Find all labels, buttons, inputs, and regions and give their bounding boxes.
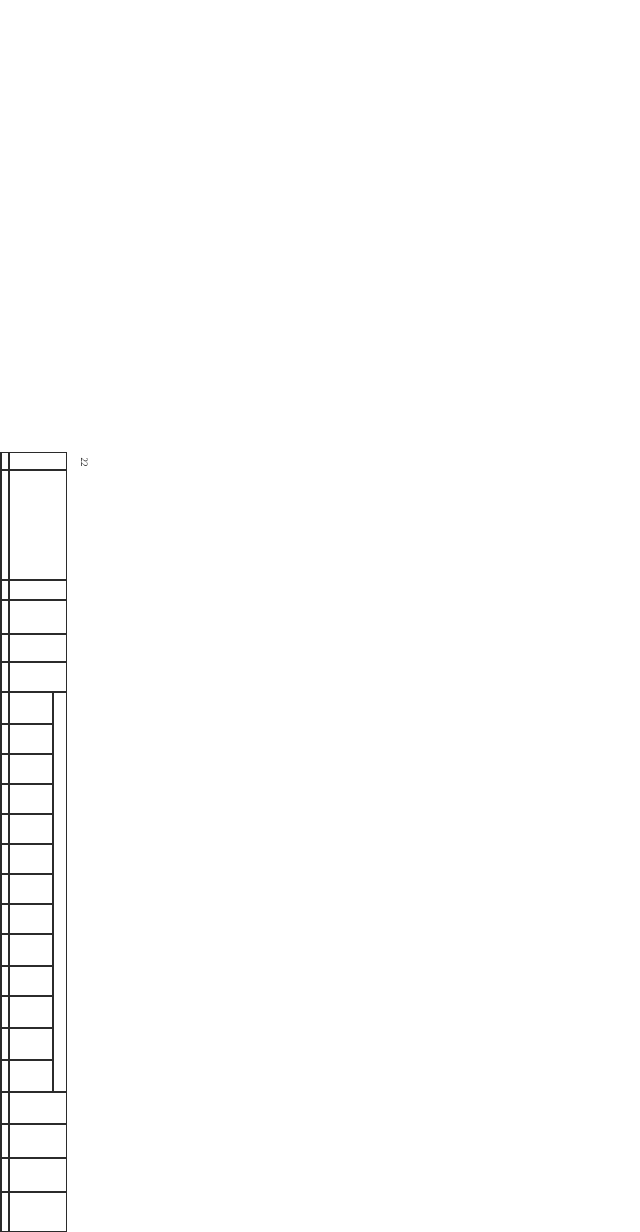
header-cell [9,634,67,662]
header-cell [9,1028,53,1060]
header-cell [9,904,53,934]
header-cell [9,966,53,996]
column-number-cell [1,634,9,662]
table-cell [0,724,1,754]
header-cell [9,662,67,692]
works-schedule-table [0,452,89,1232]
table-cell [0,580,1,600]
table-cell [0,784,1,814]
column-number-cell [1,1158,9,1192]
table-cell [0,934,1,966]
column-number-cell [1,600,9,634]
table-cell [0,600,1,634]
header-cell [9,692,53,724]
column-number-cell [1,692,9,724]
table-cell [0,966,1,996]
header-cell [9,724,53,754]
header-cell [9,1192,67,1232]
header-cell [9,1092,67,1124]
table-cell [0,1192,1,1232]
column-number-cell [1,904,9,934]
column-number-cell [1,580,9,600]
table-cell [0,814,1,844]
column-number-cell [1,1060,9,1092]
header-cell [9,1060,53,1092]
column-number-cell [1,934,9,966]
column-number-cell [1,844,9,874]
table-cell [0,844,1,874]
table-cell [0,1158,1,1192]
column-number-cell [1,1092,9,1124]
table-cell [0,662,1,692]
header-cell [9,784,53,814]
header-cell [9,754,53,784]
page-number: 22 [79,457,89,467]
table-cell [0,1028,1,1060]
table-cell [0,996,1,1028]
column-number-cell [1,1124,9,1158]
table-cell [0,1092,1,1124]
header-cell [9,874,53,904]
column-number-cell [1,814,9,844]
column-number-cell [1,662,9,692]
column-number-cell [1,754,9,784]
table-cell [0,634,1,662]
column-number-cell [1,996,9,1028]
header-cell [9,844,53,874]
table-cell [0,1124,1,1158]
table-cell [0,1060,1,1092]
rotated-table-area [0,452,89,1232]
table-cell [0,692,1,724]
column-number-cell [1,784,9,814]
table-cell [0,754,1,784]
header-cell [9,580,67,600]
header-cell [9,814,53,844]
column-number-cell [1,874,9,904]
header-cell [9,934,53,966]
column-number-cell [1,452,9,470]
table-cell [0,452,1,470]
column-number-cell [1,470,9,580]
header-cell [9,996,53,1028]
column-number-cell [1,966,9,996]
header-cell [9,452,67,470]
header-group-cell [53,692,67,1092]
column-number-cell [1,1028,9,1060]
header-cell [9,1124,67,1158]
column-number-cell [1,724,9,754]
table-cell [0,874,1,904]
header-cell [9,1158,67,1192]
header-cell [9,470,67,580]
table-cell [0,904,1,934]
table-cell [0,470,1,580]
column-number-cell [1,1192,9,1232]
header-cell [9,600,67,634]
